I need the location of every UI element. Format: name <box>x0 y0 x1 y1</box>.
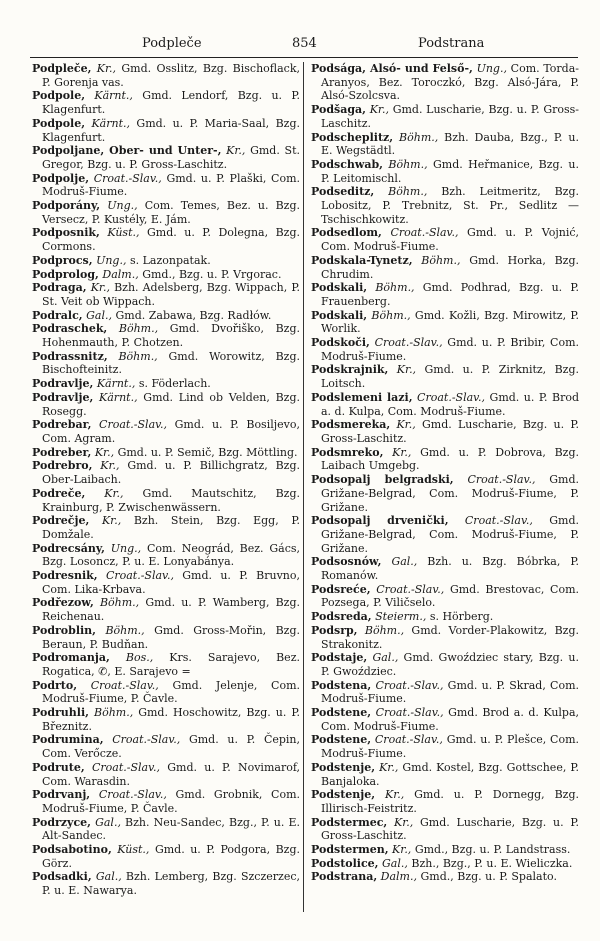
entry-headword: Podstaje, <box>311 651 368 665</box>
entry-text: Gmd. u. P. Plaški, Com. Modruš-Fiume. <box>42 171 301 199</box>
entry-headword: Podrebar, <box>32 418 92 432</box>
gazetteer-entry <box>311 254 579 281</box>
entry-region: Kr., <box>392 843 412 857</box>
entry-region: Kärnt., <box>96 377 136 391</box>
entry-region: Croat.-Slav., <box>417 390 486 404</box>
entry-region: Croat.-Slav., <box>90 678 159 692</box>
entry-text: Gmd. u. P. Dornegg, Bzg. Illirisch-Feistritz. <box>321 788 579 815</box>
entry-headword: Podraschek, <box>32 322 108 336</box>
gazetteer-entry <box>311 679 579 706</box>
gazetteer-entry <box>32 596 300 623</box>
entry-region: Kr., <box>90 281 110 295</box>
entry-headword: Podseditz, <box>311 185 375 199</box>
entry-region: Kärnt., <box>99 390 138 404</box>
gazetteer-entry <box>311 185 579 226</box>
entry-region: Croat.-Slav., <box>375 678 444 692</box>
entry-headword: Podresnik, <box>32 569 98 583</box>
gazetteer-entry <box>311 514 579 555</box>
entry-text: Bzh. Lemberg, Bzg. Szczerzec, P. u. E. Nawarya. <box>42 870 300 898</box>
gazetteer-entry <box>32 144 300 171</box>
entry-region: Croat.-Slav., <box>390 226 459 240</box>
entry-region: Ung., <box>96 253 127 267</box>
entry-region: Böhm., <box>118 349 158 363</box>
entry-text: Com. Temes, Bez. u. Bzg. Versecz, P. Kustély, E. Jám. <box>42 199 300 226</box>
left-column <box>32 62 300 898</box>
running-head-left: Podpleče <box>142 36 202 51</box>
entry-region: Böhm., <box>99 596 140 610</box>
gazetteer-entry <box>311 473 579 514</box>
entry-text: Gmd. u. P. Bribir, Com. Modruš-Fiume. <box>321 336 580 363</box>
entry-region: Kr., <box>394 815 414 829</box>
gazetteer-entry <box>32 733 300 760</box>
gazetteer-entry <box>32 624 300 651</box>
entry-region: Croat.-Slav., <box>374 733 443 747</box>
gazetteer-entry <box>311 226 579 253</box>
entry-text: Gmd. Lendorf, Bzg. u. P. Klagenfurt. <box>42 89 301 117</box>
entry-headword: Podstenje, <box>311 760 376 774</box>
entry-region: Gal., <box>95 815 121 829</box>
right-column <box>311 62 579 884</box>
entry-headword: Podsopalj drvenički, <box>311 514 449 528</box>
gazetteer-entry <box>32 268 300 282</box>
entry-headword: Podreber, <box>32 445 92 459</box>
gazetteer-entry <box>32 870 300 897</box>
entry-text: Com. Neográd, Bez. Gács, Bzg. Losoncz, P. u. E. Lonyabánya. <box>42 541 300 569</box>
gazetteer-entry <box>311 583 579 610</box>
entry-region: Croat.-Slav., <box>375 706 444 720</box>
entry-headword: Podřezow, <box>32 596 94 610</box>
entry-text: Gmd. u. P. Bruvno, Com. Lika-Krbava. <box>42 569 301 596</box>
gazetteer-entry <box>32 761 300 788</box>
gazetteer-entry <box>32 514 300 541</box>
gazetteer-entry <box>311 761 579 788</box>
entry-headword: Podporány, <box>32 199 101 213</box>
entry-region: Gal., <box>372 651 399 665</box>
gazetteer-entry <box>32 377 300 391</box>
entry-region: Croat.-Slav., <box>105 569 174 583</box>
entry-text: Gmd. Mautschitz, Bzg. Krainburg, P. Zwischenwässern. <box>42 486 301 514</box>
entry-headword: Podstena, <box>311 678 372 692</box>
gazetteer-entry <box>32 281 300 308</box>
entry-text: Krs. Sarajevo, Bez. Rogatica, ✆, E. Sarajevo = <box>42 651 300 678</box>
gazetteer-entry <box>311 131 579 158</box>
gazetteer-entry <box>32 843 300 870</box>
entry-region: Böhm., <box>375 281 415 295</box>
entry-headword: Podsága, Alsó- und Felső-, <box>311 62 473 75</box>
entry-headword: Podprocs, <box>32 253 93 267</box>
entry-text: Gmd. Brestovac, Com. Pozsega, P. Viličselo. <box>321 582 580 610</box>
entry-headword: Podsedlom, <box>311 226 382 240</box>
entry-headword: Podpole, <box>32 89 86 103</box>
entry-headword: Podravlje, <box>32 377 94 391</box>
gazetteer-entry <box>32 816 300 843</box>
entry-region: Böhm., <box>388 157 428 171</box>
entry-headword: Podrumina, <box>32 733 104 747</box>
entry-region: Ung., <box>110 541 142 555</box>
entry-text: Gmd. u. P. Čepin, Com. Verőcze. <box>42 733 301 761</box>
gazetteer-entry <box>32 418 300 445</box>
entry-region: Kr., <box>226 144 246 158</box>
entry-text: Gmd. Luscharie, Bzg. u. P. Gross-Laschitz. <box>321 103 579 130</box>
gazetteer-entry <box>311 610 579 624</box>
entry-text: Bzh. u. Bzg. Bóbrka, P. Romanów. <box>321 555 579 583</box>
entry-text: Gmd. u. P. Zirknitz, Bzg. Loitsch. <box>321 363 580 391</box>
entry-headword: Podstermec, <box>311 815 388 829</box>
gazetteer-entry <box>311 733 579 760</box>
entry-text: Gmd. u. P. Brod a. d. Kulpa, Com. Modruš-Fiume. <box>321 390 579 418</box>
gazetteer-entry <box>311 446 579 473</box>
entry-headword: Podskoči, <box>311 336 370 350</box>
header-rule <box>30 57 578 58</box>
gazetteer-entry <box>32 226 300 253</box>
entry-text: Gmd. u. P. Semič, Bzg. Möttling. <box>117 445 298 459</box>
entry-headword: Podpoljane, Ober- und Unter-, <box>32 144 222 158</box>
gazetteer-entry <box>32 199 300 226</box>
gazetteer-entry <box>311 870 579 884</box>
entry-text: Gmd. Vorder-Plakowitz, Bzg. Strakonitz. <box>321 623 580 651</box>
entry-region: Küst., <box>117 843 150 857</box>
entry-text: Gmd., Bzg. u. P. Spalato. <box>420 870 557 884</box>
entry-text: Gmd. Grižane-Belgrad, Com. Modruš-Fiume, P. Grižane. <box>321 514 579 555</box>
entry-region: Croat.-Slav., <box>374 336 443 350</box>
entry-region: Gal., <box>382 856 408 870</box>
gazetteer-entry <box>311 555 579 582</box>
gazetteer-entry <box>32 391 300 418</box>
entry-region: Croat.-Slav., <box>98 788 167 802</box>
gazetteer-entry <box>32 322 300 349</box>
entry-text: Gmd. Jelenje, Com. Modruš-Fiume, P. Čavle. <box>42 678 300 706</box>
entry-text: Gmd. Lind ob Velden, Bzg. Rosegg. <box>42 390 301 418</box>
entry-headword: Podrečje, <box>32 514 90 528</box>
entry-region: Bos., <box>125 651 154 665</box>
entry-headword: Podprolog, <box>32 267 99 281</box>
entry-region: Kr., <box>104 486 124 500</box>
gazetteer-entry <box>32 706 300 733</box>
entry-text: Gmd. Grižane-Belgrad, Com. Modruš-Fiume, P. Grižane. <box>321 473 580 514</box>
entry-headword: Podrvanj, <box>32 788 91 802</box>
entry-region: Croat.-Slav., <box>93 171 162 185</box>
gazetteer-entry <box>311 816 579 843</box>
entry-headword: Podskala-Tynetz, <box>311 253 413 267</box>
entry-text: Bzh. Leitmeritz, Bzg. Lobositz, P. Trebnitz, St. Pr., Sedlitz — Tschischkowitz. <box>321 185 579 226</box>
entry-text: Gmd. Dvořiško, Bzg. Hohenmauth, P. Chotzen. <box>42 322 301 350</box>
entry-headword: Podroblin, <box>32 623 97 637</box>
entry-region: Croat.-Slav., <box>112 733 181 747</box>
gazetteer-entry <box>32 309 300 323</box>
entry-region: Kr., <box>94 445 115 459</box>
entry-headword: Podpleče, <box>32 62 92 75</box>
entry-headword: Podšaga, <box>311 103 366 117</box>
gazetteer-entry <box>311 309 579 336</box>
entry-headword: Podsosnów, <box>311 555 382 569</box>
entry-text: Bzh. Neu-Sandec, Bzg., P. u. E. Alt-Sandec. <box>42 815 301 843</box>
entry-region: Kr., <box>96 62 117 75</box>
gazetteer-entry <box>311 391 579 418</box>
page-header <box>30 36 578 54</box>
entry-text: Gmd. u. P. Dolegna, Bzg. Cormons. <box>42 226 301 254</box>
entry-text: s. Lazonpatak. <box>129 253 211 267</box>
gazetteer-entry <box>32 788 300 815</box>
entry-text: Bzh. Stein, Bzg. Egg, P. Domžale. <box>42 514 301 541</box>
entry-region: Böhm., <box>118 322 159 336</box>
gazetteer-entry <box>32 446 300 460</box>
entry-region: Gal., <box>95 870 122 884</box>
entry-headword: Podstenje, <box>311 788 376 802</box>
entry-region: Ung., <box>476 62 507 75</box>
entry-text: Gmd. Horka, Bzg. Chrudim. <box>321 253 579 281</box>
entry-region: Gal., <box>86 308 112 322</box>
entry-text: Bzh. Adelsberg, Bzg. Wippach, P. St. Veit ob Wippach. <box>42 281 301 308</box>
entry-text: Gmd. Gross-Mořin, Bzg. Beraun, P. Budňan. <box>42 623 300 651</box>
entry-headword: Podrecsány, <box>32 541 105 555</box>
entry-headword: Podstrana, <box>311 870 378 884</box>
gazetteer-entry <box>32 62 300 89</box>
entry-text: Gmd. u. P. Skrad, Com. Modruš-Fiume. <box>321 678 579 706</box>
gazetteer-entry <box>32 569 300 596</box>
entry-text: Gmd. u. P. Vojnić, Com. Modruš-Fiume. <box>321 226 579 254</box>
entry-region: Böhm., <box>399 130 439 144</box>
entry-headword: Podskali, <box>311 281 368 295</box>
entry-region: Croat.-Slav., <box>91 760 160 774</box>
entry-headword: Podsreda, <box>311 610 372 624</box>
entry-region: Kr., <box>100 459 120 473</box>
entry-headword: Podrute, <box>32 760 85 774</box>
entry-headword: Podraga, <box>32 281 87 295</box>
gazetteer-entry <box>311 281 579 308</box>
column-divider <box>303 62 304 912</box>
entry-headword: Podsmereka, <box>311 418 391 432</box>
entry-region: Kärnt., <box>94 89 133 103</box>
gazetteer-entry <box>32 89 300 116</box>
entry-region: Dalm., <box>102 267 139 281</box>
entry-text: Gmd., Bzg. u. P. Landstrass. <box>414 843 571 857</box>
entry-headword: Podsreće, <box>311 582 371 596</box>
entry-region: Steierm., <box>375 610 427 624</box>
gazetteer-entry <box>311 788 579 815</box>
entry-headword: Podrassnitz, <box>32 349 108 363</box>
entry-headword: Podsadki, <box>32 870 92 884</box>
entry-headword: Podralc, <box>32 308 83 322</box>
entry-region: Böhm., <box>105 623 145 637</box>
entry-region: Kr., <box>396 363 417 377</box>
entry-text: Gmd. Kožli, Bzg. Mirowitz, P. Worlik. <box>321 308 580 336</box>
entry-region: Böhm., <box>93 706 134 720</box>
entry-region: Croat.-Slav., <box>376 582 445 596</box>
entry-region: Kr., <box>396 418 416 432</box>
gazetteer-entry <box>311 363 579 390</box>
entry-text: Gmd. Gwoździec stary, Bzg. u. P. Gwoździec. <box>321 651 579 678</box>
entry-text: Gmd. Luscharie, Bzg. u. P. Gross-Laschitz. <box>321 815 580 843</box>
entry-region: Croat.-Slav., <box>464 514 533 528</box>
entry-headword: Podstene, <box>311 733 372 747</box>
gazetteer-entry <box>311 857 579 871</box>
gazetteer-entry <box>32 350 300 377</box>
entry-headword: Podstolice, <box>311 856 379 870</box>
entry-text: Gmd. Kostel, Bzg. Gottschee, P. Banjaloka. <box>321 760 579 788</box>
gazetteer-entry <box>311 158 579 185</box>
gazetteer-entry <box>311 336 579 363</box>
entry-headword: Podreče, <box>32 486 86 500</box>
entry-region: Böhm., <box>371 308 411 322</box>
entry-text: Bzh., Bzg., P. u. E. Wieliczka. <box>411 856 573 870</box>
entry-text: Gmd. St. Gregor, Bzg. u. P. Gross-Laschitz. <box>42 144 300 171</box>
entry-text: Gmd. Luscharie, Bzg. u. P. Gross-Laschitz. <box>321 418 580 445</box>
entry-text: Gmd. Heřmanice, Bzg. u. P. Leitomischl. <box>321 157 579 185</box>
entry-headword: Podpolje, <box>32 171 90 185</box>
gazetteer-entry <box>311 103 579 130</box>
entry-text: Gmd. u. P. Plešce, Com. Modruš-Fiume. <box>321 733 580 761</box>
gazetteer-entry <box>311 624 579 651</box>
entry-headword: Podscheplitz, <box>311 130 394 144</box>
entry-headword: Podskali, <box>311 308 368 322</box>
entry-text: Gmd. Osslitz, Bzg. Bischoflack, P. Gorenja vas. <box>42 62 301 89</box>
entry-headword: Podschwab, <box>311 157 384 171</box>
entry-headword: Podstermen, <box>311 843 389 857</box>
entry-text: Bzh. Dauba, Bzg., P. u. E. Wegstädtl. <box>321 130 580 158</box>
entry-headword: Podsrp, <box>311 623 358 637</box>
entry-region: Kr., <box>101 514 122 528</box>
gazetteer-entry <box>32 679 300 706</box>
entry-text: Gmd. Worowitz, Bzg. Bischofteinitz. <box>42 349 300 377</box>
gazetteer-entry <box>311 706 579 733</box>
entry-text: Gmd. u. P. Dobrova, Bzg. Laibach Umgebg. <box>321 445 580 473</box>
entry-region: Böhm., <box>388 185 428 199</box>
entry-text: Gmd. Zabawa, Bzg. Radłów. <box>115 308 272 322</box>
gazetteer-entry <box>32 651 300 678</box>
entry-region: Kr., <box>369 103 389 117</box>
entry-headword: Podpole, <box>32 116 86 130</box>
entry-headword: Podposnik, <box>32 226 100 240</box>
entry-region: Gal., <box>391 555 418 569</box>
entry-text: Gmd. u. P. Podgora, Bzg. Görz. <box>42 843 300 870</box>
entry-text: Com. Torda-Aranyos, Bez. Toroczkó, Bzg. Alsó-Jára, P. Alsó-Szolcsva. <box>321 62 579 103</box>
entry-region: Küst., <box>107 226 140 240</box>
gazetteer-entry <box>32 487 300 514</box>
gazetteer-entry <box>311 418 579 445</box>
gazetteer-entry <box>32 254 300 268</box>
entry-text: Gmd. u. P. Bosiljevo, Com. Agram. <box>42 418 300 445</box>
entry-text: Gmd. Brod a. d. Kulpa, Com. Modruš-Fiume. <box>321 706 580 733</box>
entry-text: Gmd. u. P. Maria-Saal, Bzg. Klagenfurt. <box>42 116 300 144</box>
entry-headword: Podsabotino, <box>32 843 112 857</box>
entry-headword: Podslemeni lazi, <box>311 390 413 404</box>
entry-region: Kr., <box>392 445 412 459</box>
gazetteer-entry <box>32 542 300 569</box>
entry-region: Kärnt., <box>91 116 130 130</box>
gazetteer-entry <box>32 117 300 144</box>
entry-region: Dalm., <box>380 870 417 884</box>
gazetteer-entry <box>311 651 579 678</box>
entry-text: Gmd. u. P. Billichgratz, Bzg. Ober-Laibach. <box>42 459 300 487</box>
entry-headword: Podstene, <box>311 706 372 720</box>
entry-region: Kr., <box>384 788 405 802</box>
gazetteer-entry <box>311 843 579 857</box>
gazetteer-entry <box>311 62 579 103</box>
entry-region: Croat.-Slav., <box>467 473 536 487</box>
entry-headword: Podsmreko, <box>311 445 384 459</box>
entry-region: Böhm., <box>421 253 461 267</box>
entry-headword: Podruhli, <box>32 706 89 720</box>
entry-headword: Podrto, <box>32 678 78 692</box>
entry-region: Ung., <box>107 199 138 213</box>
entry-headword: Podsopalj belgradski, <box>311 473 454 487</box>
entry-text: Gmd., Bzg. u. P. Vrgorac. <box>142 267 282 281</box>
entry-text: s. Föderlach. <box>138 377 211 391</box>
entry-text: Gmd. Podhrad, Bzg. u. P. Frauenberg. <box>321 281 580 308</box>
entry-region: Kr., <box>379 760 399 774</box>
running-head-right: Podstrana <box>418 36 485 51</box>
page-number: 854 <box>292 36 317 51</box>
entry-region: Böhm., <box>364 623 405 637</box>
entry-text: Gmd. Hoschowitz, Bzg. u. P. Březnitz. <box>42 706 300 733</box>
entry-headword: Podromanja, <box>32 651 110 665</box>
entry-headword: Podrebro, <box>32 459 93 473</box>
entry-headword: Podravlje, <box>32 390 94 404</box>
entry-headword: Podrzyce, <box>32 815 91 829</box>
entry-text: s. Hörberg. <box>429 610 494 624</box>
gazetteer-entry <box>32 172 300 199</box>
entry-text: Gmd. u. P. Wamberg, Bzg. Reichenau. <box>42 596 301 624</box>
entry-region: Croat.-Slav., <box>99 418 168 432</box>
entry-text: Gmd. Grobnik, Com. Modruš-Fiume, P. Čavle. <box>42 788 301 815</box>
entry-text: Gmd. u. P. Novimarof, Com. Warasdin. <box>42 760 300 788</box>
entry-headword: Podskrajnik, <box>311 363 389 377</box>
gazetteer-entry <box>32 459 300 486</box>
